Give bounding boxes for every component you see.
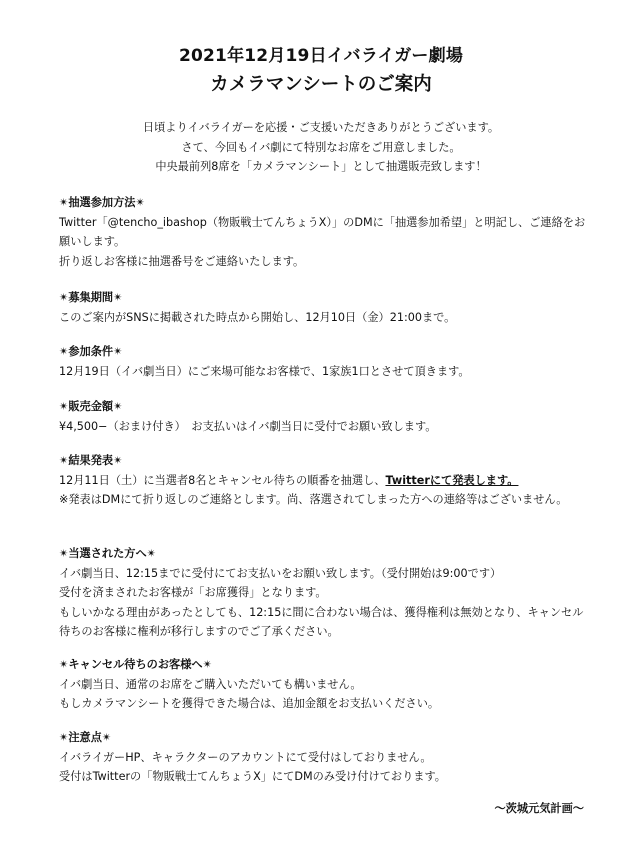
results-text: 12月11日（土）に当選者8名とキャンセル待ちの順番を抽選し、 <box>59 473 386 487</box>
section-text: 12月19日（イバ劇当日）にご来場可能なお客様で、1家族1口とさせて頂きます。 <box>59 364 470 378</box>
section-heading: ✴︎募集期間✴︎ <box>59 291 123 304</box>
section-text: ※発表はDMにて折り返しのご連絡とします。尚、落選されてしまった方への連絡等はございません。 <box>59 493 568 506</box>
section-heading: ✴︎キャンセル待ちのお客様へ✴︎ <box>59 658 212 671</box>
page-title: カメラマンシートのご案内 <box>210 74 432 95</box>
section-waitlist <box>59 655 589 714</box>
section-text <box>59 471 589 491</box>
section-text: イバ劇当日、通常のお席をご購入いただいても構いません。 <box>59 677 362 691</box>
section-text: もしいかなる理由があったとしても、12:15に間に合わない場合は、獲得権利は無効となり、キャンセル待ちのお客様に権利が移行しますのでご了承ください。 <box>59 605 584 638</box>
section-text: 折り返しお客様に抽選番号をご連絡いたします。 <box>59 254 305 268</box>
section-price <box>59 397 589 436</box>
section-results <box>59 451 589 510</box>
section-text: イバ劇当日、12:15までに受付にてお支払いをお願い致します。（受付開始は9:00です） <box>59 566 502 580</box>
section-heading: ✴︎販売金額✴︎ <box>59 400 123 413</box>
twitter-announcement-text: Twitterにて発表します。 <box>385 473 519 487</box>
intro-line: 日頃よりイバライガーを応援・ご支援いただきありがとうございます。 <box>142 121 500 134</box>
section-text: 受付はTwitterの「物販戦士てんちょうX」にてDMのみ受け付けております。 <box>59 770 446 783</box>
intro-line: さて、今回もイバ劇にて特別なお席をご用意しました。 <box>181 140 461 154</box>
section-text: ¥4,500−（おまけ付き） お支払いはイバ劇当日に受付でお願い致します。 <box>59 419 437 433</box>
event-title: 2021年12月19日イバライガー劇場 <box>178 46 464 66</box>
section-text: もしカメラマンシートを獲得できた場合は、追加金額をお支払いください。 <box>59 697 440 710</box>
intro-block <box>0 118 642 177</box>
section-heading: ✴︎参加条件✴︎ <box>59 345 123 358</box>
section-period <box>59 288 589 327</box>
section-notes <box>59 728 589 787</box>
signature: 〜茨城元気計画〜 <box>494 802 584 815</box>
section-winners <box>59 544 589 642</box>
intro-line: 中央最前列8席を「カメラマンシート」として抽選販売致します！ <box>155 160 487 173</box>
section-entry-method <box>59 193 589 271</box>
section-heading: ✴︎注意点✴︎ <box>59 731 112 744</box>
section-text: このご案内がSNSに掲載された時点から開始し、12月10日（金）21:00まで。 <box>59 310 456 324</box>
section-text: 受付を済まされたお客様が「お席獲得」となります。 <box>59 586 327 599</box>
section-heading: ✴︎結果発表✴︎ <box>59 454 123 467</box>
section-heading: ✴︎抽選参加方法✴︎ <box>59 196 145 209</box>
section-conditions <box>59 342 589 381</box>
section-text: イバライガーHP、キャラクターのアカウントにて受付はしておりません。 <box>59 750 432 764</box>
section-text: Twitter「@tencho_ibashop（物販戦士てんちょうX）」のDMに「抽選参加希望」と明記し、ご連絡をお願いします。 <box>59 215 586 248</box>
section-heading: ✴︎当選された方へ✴︎ <box>59 547 157 560</box>
